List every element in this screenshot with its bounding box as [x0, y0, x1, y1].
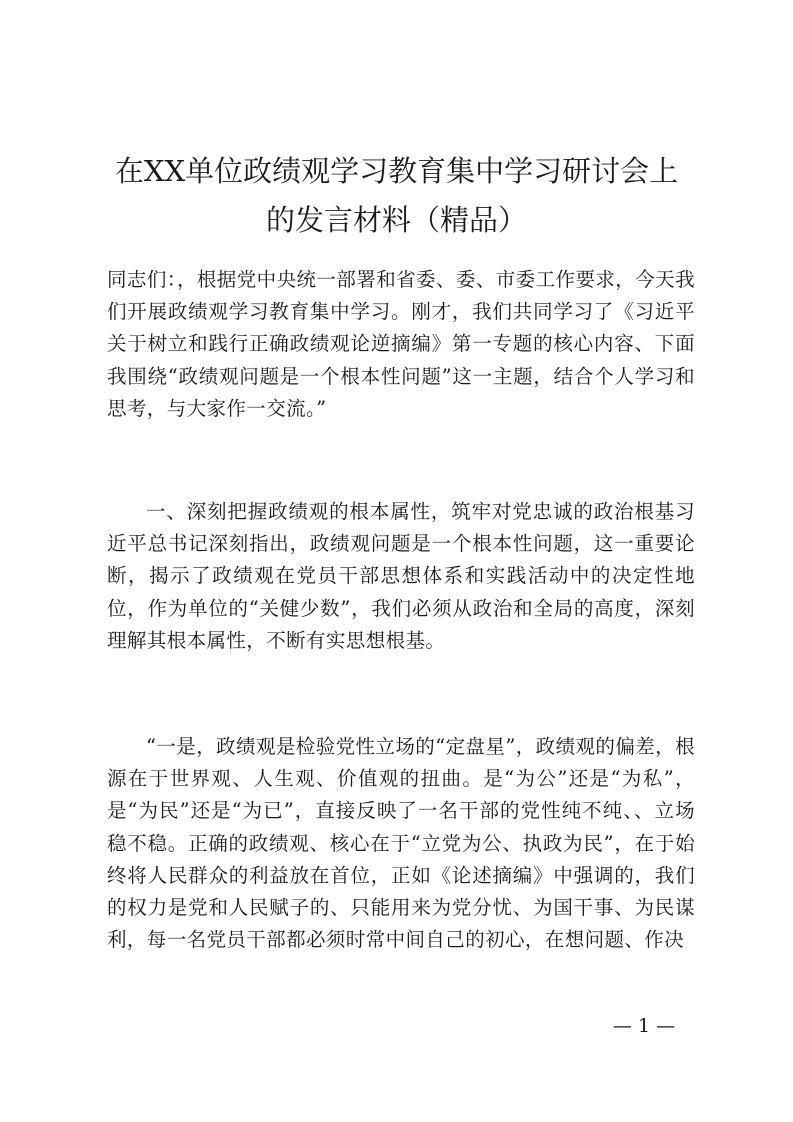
document-title-line-2: 的发言材料（精品） [265, 203, 527, 237]
section-one-paragraph: 一、深刻把握政绩观的根本属性，筑牢对党忠诚的政治根基习近平总书记深刻指出，政绩观问题是一个根本性问题，这一重要论断，揭示了政绩观在党员干部思想体系和实践活动中的决定性地位，作为单位的“关健少数”，我们必须从政治和全局的高度，深刻理解其根本属性，不断有实思想根基。 [107, 500, 695, 652]
greeting-paragraph: 同志们：，根据党中央统一部署和省委、委、市委工作要求，今天我们开展政绩观学习教育集中学习。刚才，我们共同学习了《习近平关于树立和践行正确政绩观论逆摘编》第一专题的核心内容、下面我围绕“政绩观问题是一个根本性问题”这一主题，结合个人学习和思考，与大家作一交流。” [107, 268, 695, 420]
quote-paragraph: “一是，政绩观是检验党性立场的“定盘星”，政绩观的偏差，根源在于世界观、人生观、价值观的扭曲。是“为公”还是“为私”，是“为民”还是“为已”，直接反映了一名干部的党性纯不纯、、立场稳不稳。正确的政绩观、核心在于“立党为公、执政为民”，在于始终将人民群众的利益放在首位，正如《论述摘编》中强调的，我们的权力是党和人民赋子的、只能用来为党分忧、为国干事、为民谋利，每一名党员干部都必须时常中间自己的初心，在想问题、作决 [107, 735, 695, 952]
page-number: — 1 — [612, 1015, 676, 1037]
document-title-line-1: 在XX单位政绩观学习教育集中学习研讨会上 [114, 154, 679, 188]
